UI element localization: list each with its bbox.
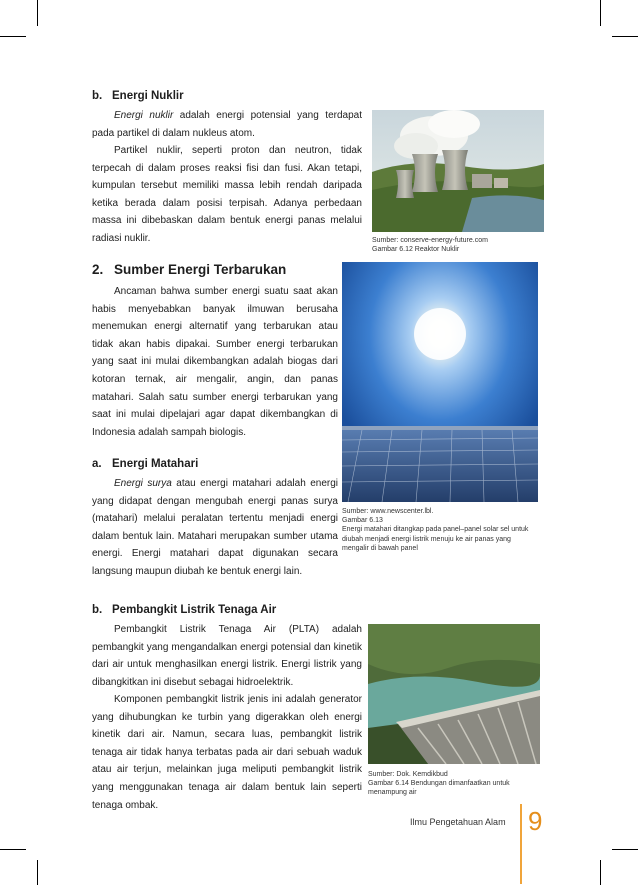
paragraph-plta-1: Pembangkit Listrik Tenaga Air (PLTA) adalah pembangkit yang mengandalkan energi potensial dan kinetik dari air untuk menghasilkan energi listrik. Energi listrik yang dibangkitkan ini disebut sebagai hidroelektrik. <box>92 624 362 688</box>
crop-mark-tr-h <box>612 36 638 37</box>
caption-matahari-source: Sumber: www.newscenter.lbl. <box>342 508 434 515</box>
paragraph-matahari: Energi surya atau energi matahari adalah energi yang didapat dengan mengubah energi panas surya (matahari) melalui peralatan tertentu menjadi energi dalam bentuk lain. Matahari merupakan sumber utama energi. Energi matahari dapat digunakan secara langsung maupun diubah ke bentuk energi lain. <box>92 478 339 577</box>
crop-mark-tl-v <box>37 0 38 26</box>
crop-mark-tr-v <box>600 0 601 26</box>
caption-nuklir-source: Sumber: conserve-energy-future.com <box>372 237 488 244</box>
paragraph-nuklir-2: Partikel nuklir, seperti proton dan neutron, tidak terpecah di dalam proses reaksi fisi dan fusi. Akan tetapi, kumpulan tersebut memiliki massa lebih rendah daripada ketika berada dalam posisi terpisah. Adanya perbedaan massa ini dibebaskan dalam bentuk energi panas melalui radiasi nuklir. <box>92 145 362 244</box>
dam-photo <box>368 624 540 764</box>
crop-mark-tl-h <box>0 36 26 37</box>
heading-sumber-energi-terbarukan: 2. Sumber Energi Terbarukan <box>92 262 287 277</box>
crop-mark-br-v <box>600 860 601 885</box>
page-number: 9 <box>528 806 543 836</box>
caption-plta <box>368 770 540 798</box>
crop-mark-br-h <box>612 849 638 850</box>
caption-plta-title: Gambar 6.14 Bendungan dimanfaatkan untuk menampung air <box>368 780 510 797</box>
nuclear-reactor-photo <box>372 110 544 232</box>
crop-mark-bl-h <box>0 849 26 850</box>
crop-mark-bl-v <box>37 860 38 885</box>
paragraph-plta-2: Komponen pembangkit listrik jenis ini adalah generator yang dihubungkan ke turbin yang digerakkan oleh energi kinetik dari air. Namun, secara luas, pembangkit listrik tenaga air tidak hanya terbatas pada air dari sebuah waduk atau air terjun, melainkan juga meliputi pembangkit listrik yang menggunakan tenaga air dalam bentuk lain seperti tenaga ombak. <box>92 694 362 811</box>
paragraph-nuklir-1: Energi nuklir adalah energi potensial yang terdapat pada partikel di dalam nukleus atom. <box>92 110 362 139</box>
caption-plta-source: Sumber: Dok. Kemdikbud <box>368 771 448 778</box>
caption-matahari-title: Gambar 6.13 <box>342 517 383 525</box>
caption-matahari <box>342 507 538 553</box>
heading-plta: b. Pembangkit Listrik Tenaga Air <box>92 604 277 616</box>
caption-nuklir-title: Gambar 6.12 Reaktor Nuklir <box>372 246 460 254</box>
caption-matahari-desc: Energi matahari ditangkap pada panel–panel solar sel untuk diubah menjadi energi listrik menuju ke air panas yang mengalir di bawah panel <box>342 526 529 552</box>
footer-accent-bar <box>520 804 522 884</box>
heading-energi-matahari: a. Energi Matahari <box>92 458 199 470</box>
paragraph-terbarukan: Ancaman bahwa sumber energi suatu saat akan habis menyebabkan banyak ilmuwan berusaha menemukan energi alternatif yang terbarukan atau tidak akan habis dipakai. Sumber energi terbarukan yang saat ini mulai dikembangkan adalah biogas dari kotoran ternak, air mengalir, angin, dan panas matahari. Salah satu sumber energi terbarukan yang saat ini mulai dipelajari agar dapat dikembangkan di Indonesia adalah sampah biologis. <box>92 286 338 438</box>
caption-nuklir <box>372 236 562 254</box>
footer-subject: Ilmu Pengetahuan Alam <box>410 817 506 827</box>
solar-panel-photo <box>342 262 538 502</box>
heading-energi-nuklir: b. Energi Nuklir <box>92 90 184 102</box>
